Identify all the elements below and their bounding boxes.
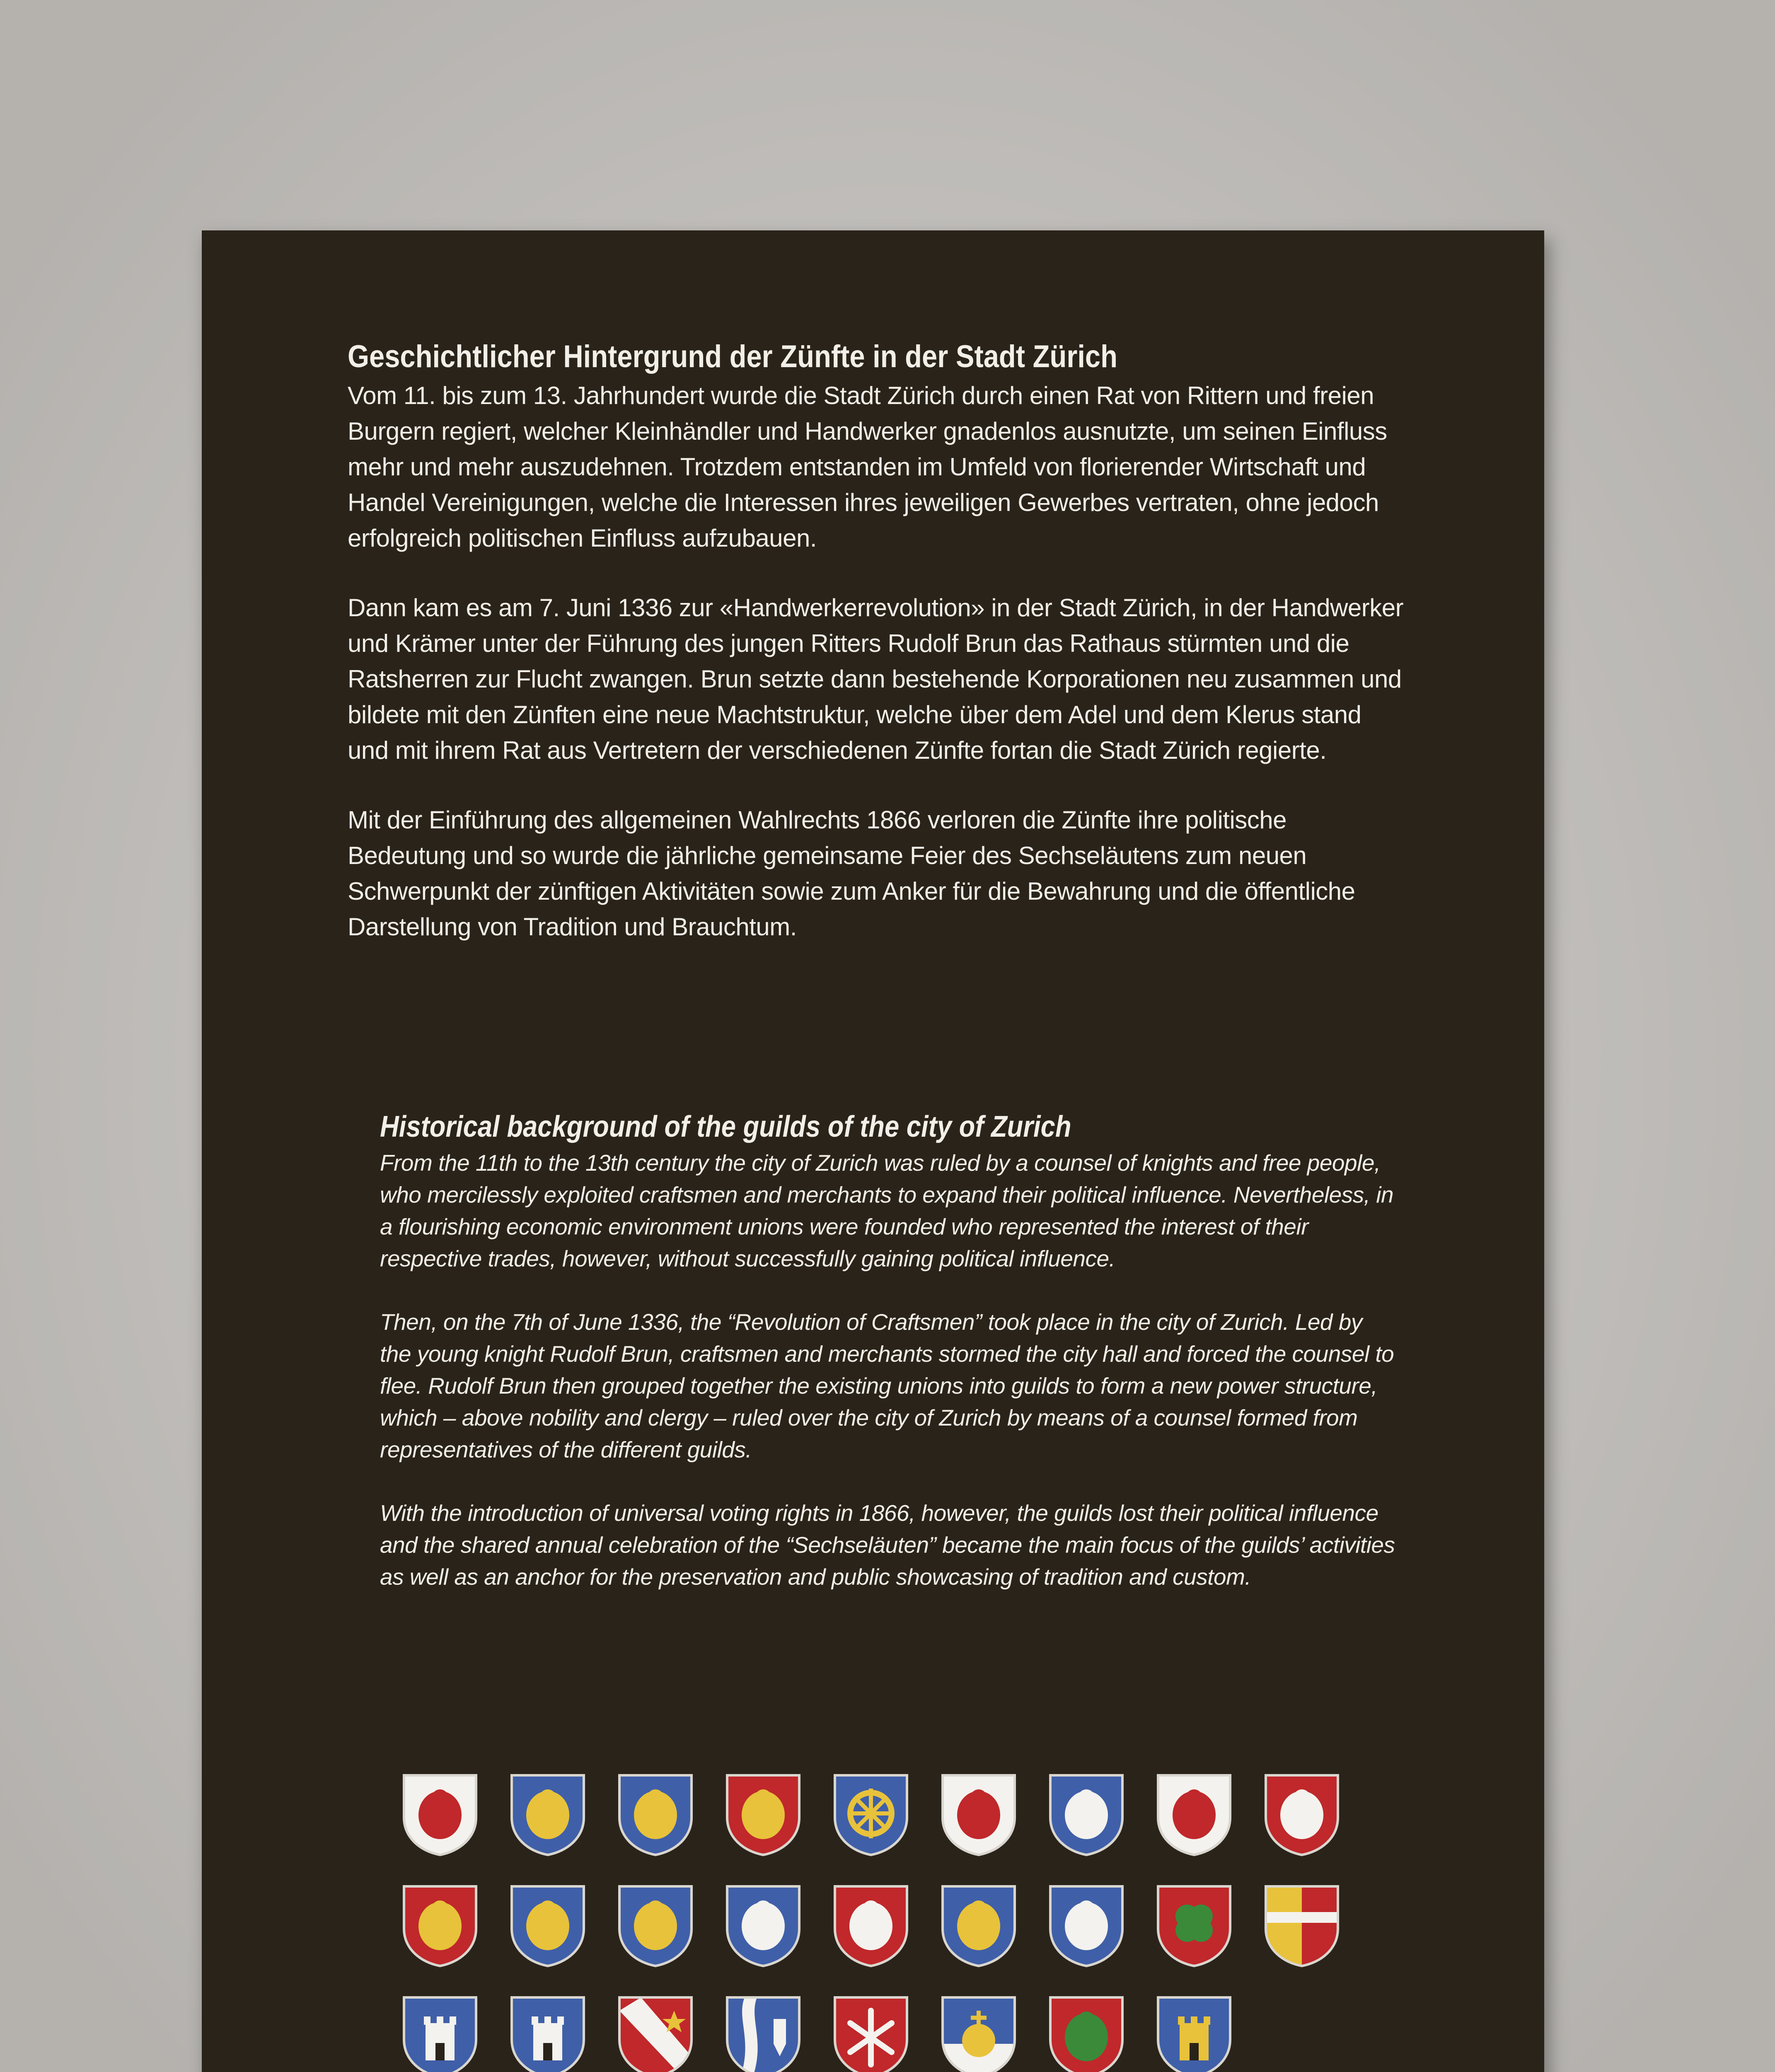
wheel-icon (832, 1772, 910, 1857)
info-plaque (202, 230, 1544, 2072)
german-paragraph-1: Vom 11. bis zum 13. Jahrhundert wurde die Stadt Zürich durch einen Rat von Rittern und freien Burgern regiert, welcher Kleinhändler und Handwerker gnadenlos ausnutzte, um seinen Einfluss mehr und mehr auszudehnen. Trotzdem entstanden im Umfeld von florierender Wirtschaft und Handel Vereinigungen, welche die Interessen ihres jeweiligen Gewerbes vertraten, ohne jedoch erfolgreich politischen Einfluss aufzubauen. (348, 382, 1387, 552)
eagle-icon (1155, 1772, 1233, 1857)
english-title: Historical background of the guilds of the city of Zurich (380, 1110, 1071, 1143)
serpent-icon (724, 1772, 803, 1857)
english-paragraph-1: From the 11th to the 13th century the city of Zurich was ruled by a counsel of knights and free people, who mercilessly exploited craftsmen and merchants to expand their political influence. Nevertheless, in a flourishing economic environment unions were founded who represented the interest of their respective trades, however, without successfully gaining political influence. (380, 1150, 1394, 1271)
crossed-hammers-icon (1047, 1883, 1126, 1968)
sickle-icon (832, 1883, 910, 1968)
german-paragraph-2: Dann kam es am 7. Juni 1336 zur «Handwerkerrevolution» in der Stadt Zürich, in der Handwerker und Krämer unter der Führung des jungen Ritters Rudolf Brun das Rathaus stürmten und die Ratsherren zur Flucht zwangen. Brun setzte dann bestehende Korporationen neu zusammen und bildete mit den Zünften eine neue Machtstruktur, welche über dem Adel und dem Klerus stand und mit ihrem Rat aus Vertretern der verschiedenen Zünfte fortan die Stadt Zürich regierte. (348, 594, 1404, 764)
german-section (348, 338, 1408, 979)
orb-icon (939, 1994, 1018, 2072)
scales-icon (616, 1883, 695, 1968)
crossed-tools-icon (508, 1772, 587, 1857)
diagonal-band-star-icon (616, 1994, 695, 2072)
swan-icon (724, 1883, 803, 1968)
star-cross-icon (832, 1994, 910, 2072)
tower-cross-icon (1155, 1994, 1233, 2072)
wave-spade-icon (724, 1994, 803, 2072)
lion-boot-icon (939, 1772, 1018, 1857)
english-paragraph-3: With the introduction of universal voting rights in 1866, however, the guilds lost their political influence and the shared annual celebration of the “Sechseläuten” became the main focus of the guilds’ activities as well as an anchor for the preservation and public showcasing of tradition and custom. (380, 1500, 1395, 1590)
guild-crest-grid (401, 1772, 1362, 2072)
camel-icon (508, 1883, 587, 1968)
grapes-icon (1047, 1994, 1126, 2072)
english-section (380, 1109, 1399, 1624)
castle-water-icon (401, 1994, 479, 2072)
crest-row (401, 1772, 1362, 1857)
crest-row (401, 1994, 1362, 2072)
crest-row (401, 1883, 1362, 1968)
bars-icon (1262, 1883, 1341, 1968)
german-paragraph-3: Mit der Einführung des allgemeinen Wahlrechts 1866 verloren die Zünfte ihre politische Bedeutung und so wurde die jährliche gemeinsame Feier des Sechseläutens zum neuen Schwerpunkt der zünftigen Aktivitäten sowie zum Anker für die Bewahrung und die öffentliche Darstellung von Tradition und Brauchtum. (348, 806, 1355, 941)
castle-icon (508, 1994, 587, 2072)
cloverleaf-icon (1155, 1883, 1233, 1968)
vine-knives-icon (1262, 1772, 1341, 1857)
crossed-axes-icon (401, 1883, 479, 1968)
english-paragraph-2: Then, on the 7th of June 1336, the “Revolution of Craftsmen” took place in the city of Zurich. Led by the young knight Rudolf Brun, craftsmen and merchants stormed the city hall and forced the counsel to flee. Rudolf Brun then grouped together the existing unions into guilds to form a new power structure, which – above nobility and clergy – ruled over the city of Zurich by means of a counsel formed from representatives of the different guilds. (380, 1309, 1394, 1462)
bird-icon (616, 1772, 695, 1857)
german-title: Geschichtlicher Hintergrund der Zünfte in der Stadt Zürich (348, 339, 1117, 374)
ram-icon (1047, 1772, 1126, 1857)
three-figures-icon (939, 1883, 1018, 1968)
lion-icon (401, 1772, 479, 1857)
